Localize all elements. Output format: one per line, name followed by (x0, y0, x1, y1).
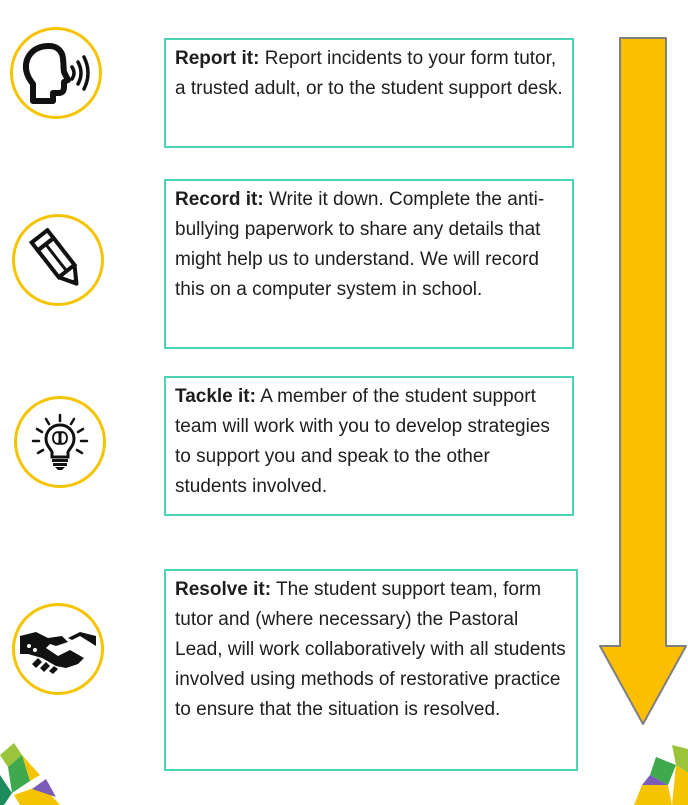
step-tackle-text: A member of the student support team will work with you to develop strategies to support you and speak to the other students involved. (175, 386, 550, 497)
step-report-title: Report it: (175, 48, 260, 69)
step-resolve-title: Resolve it: (175, 579, 272, 600)
step-report-text: Report incidents to your form tutor, a trusted adult, or to the student support desk. (175, 48, 563, 99)
step-resolve-box (164, 569, 578, 771)
step-tackle-box (164, 376, 574, 516)
decorative-corner-left (0, 735, 62, 805)
lightbulb-brain-icon (29, 411, 91, 473)
down-arrow (598, 36, 688, 726)
tackle-icon-circle (14, 396, 106, 488)
step-record-text: Write it down. Complete the anti-bullying paperwork to share any details that might help us to understand. We will record this on a computer system in school. (175, 189, 545, 300)
step-report-box (164, 38, 574, 148)
speaking-head-icon (19, 40, 93, 106)
handshake-icon (18, 624, 98, 674)
pencil-icon (28, 228, 88, 292)
step-record-title: Record it: (175, 189, 264, 210)
decorative-corner-right (632, 745, 688, 805)
resolve-icon-circle (12, 603, 104, 695)
step-record-box (164, 179, 574, 349)
report-icon-circle (10, 27, 102, 119)
step-resolve-text: The student support team, form tutor and (where necessary) the Pastoral Lead, will work collaboratively with all students involved using methods of restorative practice to ensure that the situation is resolved. (175, 579, 566, 720)
record-icon-circle (12, 214, 104, 306)
step-tackle-title: Tackle it: (175, 386, 256, 407)
